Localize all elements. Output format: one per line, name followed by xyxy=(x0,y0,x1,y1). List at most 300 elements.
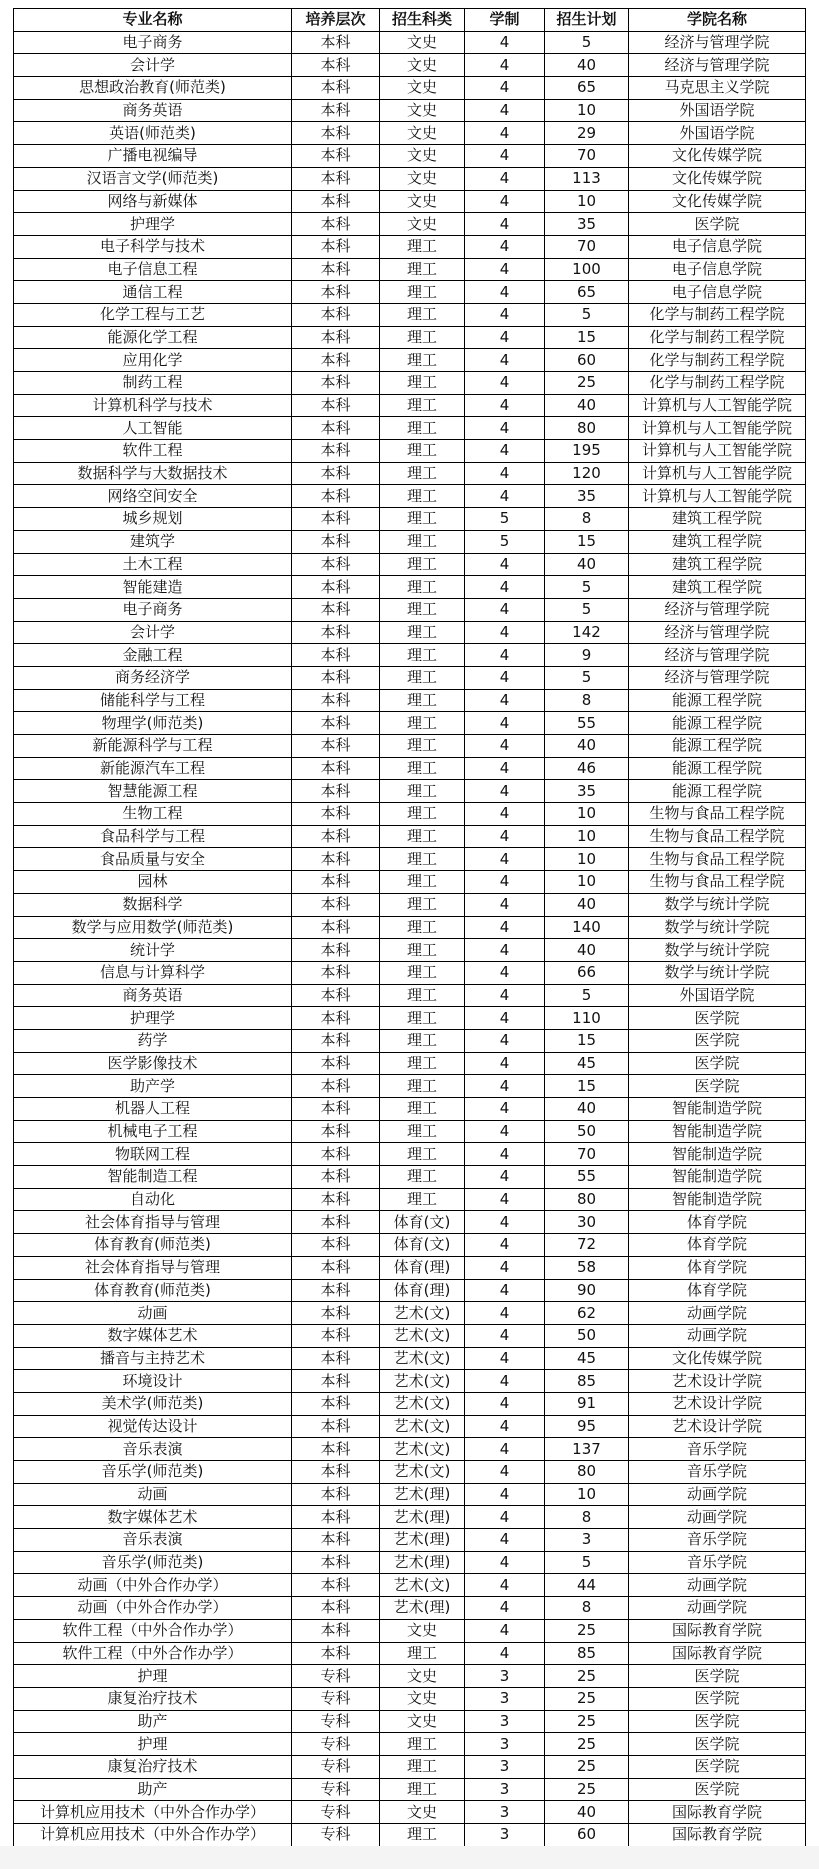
cell-duration: 4 xyxy=(465,803,545,826)
cell-education-level: 本科 xyxy=(292,508,380,531)
cell-enrollment-category: 文史 xyxy=(380,122,465,145)
table-row xyxy=(14,1483,806,1506)
cell-enrollment-category: 文史 xyxy=(380,54,465,77)
cell-education-level: 本科 xyxy=(292,961,380,984)
cell-enrollment-category: 理工 xyxy=(380,689,465,712)
cell-enrollment-plan: 50 xyxy=(545,1120,629,1143)
cell-duration: 4 xyxy=(465,712,545,735)
cell-enrollment-category: 文史 xyxy=(380,31,465,54)
cell-enrollment-plan: 62 xyxy=(545,1302,629,1325)
cell-enrollment-plan: 10 xyxy=(545,1483,629,1506)
cell-college-name: 体育学院 xyxy=(629,1279,806,1302)
cell-college-name: 文化传媒学院 xyxy=(629,145,806,168)
cell-duration: 4 xyxy=(465,1029,545,1052)
cell-enrollment-plan: 55 xyxy=(545,712,629,735)
cell-major-name: 网络与新媒体 xyxy=(14,190,292,213)
cell-enrollment-category: 体育(文) xyxy=(380,1234,465,1257)
header-college-name: 学院名称 xyxy=(629,9,806,32)
cell-enrollment-plan: 85 xyxy=(545,1642,629,1665)
cell-college-name: 能源工程学院 xyxy=(629,712,806,735)
cell-major-name: 社会体育指导与管理 xyxy=(14,1211,292,1234)
cell-college-name: 计算机与人工智能学院 xyxy=(629,462,806,485)
cell-education-level: 本科 xyxy=(292,1324,380,1347)
cell-enrollment-category: 艺术(文) xyxy=(380,1392,465,1415)
cell-major-name: 化学工程与工艺 xyxy=(14,303,292,326)
table-row xyxy=(14,1710,806,1733)
cell-college-name: 体育学院 xyxy=(629,1256,806,1279)
header-enrollment-plan: 招生计划 xyxy=(545,9,629,32)
cell-duration: 3 xyxy=(465,1710,545,1733)
cell-enrollment-plan: 80 xyxy=(545,1188,629,1211)
cell-duration: 4 xyxy=(465,417,545,440)
cell-major-name: 体育教育(师范类) xyxy=(14,1279,292,1302)
cell-duration: 4 xyxy=(465,825,545,848)
cell-major-name: 人工智能 xyxy=(14,417,292,440)
cell-duration: 3 xyxy=(465,1687,545,1710)
cell-major-name: 数据科学与大数据技术 xyxy=(14,462,292,485)
cell-enrollment-plan: 137 xyxy=(545,1438,629,1461)
cell-duration: 4 xyxy=(465,1098,545,1121)
cell-college-name: 经济与管理学院 xyxy=(629,598,806,621)
cell-education-level: 本科 xyxy=(292,1619,380,1642)
cell-enrollment-plan: 10 xyxy=(545,190,629,213)
cell-enrollment-category: 理工 xyxy=(380,871,465,894)
cell-duration: 4 xyxy=(465,462,545,485)
cell-duration: 4 xyxy=(465,281,545,304)
table-row xyxy=(14,190,806,213)
cell-college-name: 智能制造学院 xyxy=(629,1143,806,1166)
cell-college-name: 化学与制药工程学院 xyxy=(629,349,806,372)
cell-duration: 3 xyxy=(465,1755,545,1778)
cell-college-name: 音乐学院 xyxy=(629,1529,806,1552)
cell-enrollment-category: 理工 xyxy=(380,598,465,621)
cell-duration: 4 xyxy=(465,1551,545,1574)
cell-major-name: 动画 xyxy=(14,1302,292,1325)
cell-major-name: 药学 xyxy=(14,1029,292,1052)
cell-education-level: 本科 xyxy=(292,1029,380,1052)
cell-education-level: 本科 xyxy=(292,735,380,758)
cell-enrollment-category: 理工 xyxy=(380,916,465,939)
table-row xyxy=(14,1302,806,1325)
cell-college-name: 音乐学院 xyxy=(629,1438,806,1461)
cell-duration: 4 xyxy=(465,689,545,712)
cell-enrollment-category: 体育(文) xyxy=(380,1211,465,1234)
cell-enrollment-category: 理工 xyxy=(380,303,465,326)
table-row xyxy=(14,1597,806,1620)
cell-enrollment-category: 理工 xyxy=(380,939,465,962)
cell-major-name: 能源化学工程 xyxy=(14,326,292,349)
cell-college-name: 能源工程学院 xyxy=(629,689,806,712)
cell-major-name: 视觉传达设计 xyxy=(14,1415,292,1438)
cell-duration: 4 xyxy=(465,167,545,190)
cell-college-name: 化学与制药工程学院 xyxy=(629,372,806,395)
cell-duration: 5 xyxy=(465,508,545,531)
cell-college-name: 智能制造学院 xyxy=(629,1120,806,1143)
table-row xyxy=(14,122,806,145)
cell-major-name: 播音与主持艺术 xyxy=(14,1347,292,1370)
cell-college-name: 计算机与人工智能学院 xyxy=(629,440,806,463)
cell-major-name: 通信工程 xyxy=(14,281,292,304)
cell-college-name: 医学院 xyxy=(629,1710,806,1733)
cell-enrollment-category: 理工 xyxy=(380,326,465,349)
table-row xyxy=(14,1029,806,1052)
cell-duration: 4 xyxy=(465,961,545,984)
cell-duration: 4 xyxy=(465,190,545,213)
cell-duration: 4 xyxy=(465,735,545,758)
cell-duration: 4 xyxy=(465,1619,545,1642)
table-row xyxy=(14,1007,806,1030)
cell-enrollment-plan: 5 xyxy=(545,598,629,621)
table-row xyxy=(14,167,806,190)
cell-college-name: 建筑工程学院 xyxy=(629,530,806,553)
cell-duration: 4 xyxy=(465,394,545,417)
cell-education-level: 本科 xyxy=(292,440,380,463)
cell-education-level: 本科 xyxy=(292,1415,380,1438)
cell-education-level: 本科 xyxy=(292,417,380,440)
cell-major-name: 商务经济学 xyxy=(14,666,292,689)
table-row xyxy=(14,1574,806,1597)
cell-major-name: 园林 xyxy=(14,871,292,894)
cell-major-name: 音乐学(师范类) xyxy=(14,1461,292,1484)
table-row xyxy=(14,1665,806,1688)
table-row xyxy=(14,916,806,939)
cell-college-name: 动画学院 xyxy=(629,1483,806,1506)
cell-education-level: 本科 xyxy=(292,1302,380,1325)
cell-enrollment-category: 艺术(理) xyxy=(380,1597,465,1620)
table-row xyxy=(14,644,806,667)
cell-major-name: 医学影像技术 xyxy=(14,1052,292,1075)
cell-college-name: 生物与食品工程学院 xyxy=(629,848,806,871)
cell-enrollment-plan: 15 xyxy=(545,326,629,349)
cell-duration: 4 xyxy=(465,1642,545,1665)
table-row xyxy=(14,712,806,735)
cell-enrollment-plan: 65 xyxy=(545,77,629,100)
cell-education-level: 本科 xyxy=(292,54,380,77)
cell-education-level: 本科 xyxy=(292,689,380,712)
cell-duration: 4 xyxy=(465,1188,545,1211)
cell-college-name: 动画学院 xyxy=(629,1506,806,1529)
cell-education-level: 本科 xyxy=(292,303,380,326)
cell-major-name: 机械电子工程 xyxy=(14,1120,292,1143)
cell-enrollment-category: 理工 xyxy=(380,1120,465,1143)
cell-college-name: 艺术设计学院 xyxy=(629,1370,806,1393)
cell-education-level: 本科 xyxy=(292,530,380,553)
cell-enrollment-plan: 10 xyxy=(545,871,629,894)
cell-enrollment-category: 理工 xyxy=(380,417,465,440)
cell-major-name: 思想政治教育(师范类) xyxy=(14,77,292,100)
table-row xyxy=(14,1120,806,1143)
cell-major-name: 土木工程 xyxy=(14,553,292,576)
cell-major-name: 动画（中外合作办学） xyxy=(14,1574,292,1597)
cell-major-name: 音乐学(师范类) xyxy=(14,1551,292,1574)
cell-education-level: 本科 xyxy=(292,1483,380,1506)
cell-enrollment-plan: 5 xyxy=(545,984,629,1007)
cell-enrollment-category: 理工 xyxy=(380,485,465,508)
cell-enrollment-plan: 25 xyxy=(545,1778,629,1801)
cell-college-name: 国际教育学院 xyxy=(629,1619,806,1642)
cell-major-name: 环境设计 xyxy=(14,1370,292,1393)
cell-enrollment-plan: 60 xyxy=(545,1824,629,1847)
cell-duration: 3 xyxy=(465,1824,545,1847)
cell-enrollment-plan: 30 xyxy=(545,1211,629,1234)
cell-enrollment-category: 文史 xyxy=(380,190,465,213)
cell-duration: 4 xyxy=(465,1007,545,1030)
cell-enrollment-plan: 15 xyxy=(545,1075,629,1098)
cell-enrollment-plan: 70 xyxy=(545,1143,629,1166)
cell-enrollment-category: 理工 xyxy=(380,440,465,463)
cell-duration: 4 xyxy=(465,1052,545,1075)
cell-duration: 4 xyxy=(465,984,545,1007)
cell-college-name: 电子信息学院 xyxy=(629,281,806,304)
cell-enrollment-plan: 110 xyxy=(545,1007,629,1030)
table-row xyxy=(14,1075,806,1098)
cell-enrollment-plan: 44 xyxy=(545,1574,629,1597)
table-row xyxy=(14,1256,806,1279)
cell-duration: 4 xyxy=(465,485,545,508)
cell-enrollment-plan: 8 xyxy=(545,508,629,531)
cell-enrollment-category: 理工 xyxy=(380,508,465,531)
cell-college-name: 计算机与人工智能学院 xyxy=(629,485,806,508)
cell-duration: 4 xyxy=(465,122,545,145)
cell-education-level: 本科 xyxy=(292,145,380,168)
table-header-row xyxy=(14,9,806,32)
table-row xyxy=(14,235,806,258)
cell-enrollment-plan: 25 xyxy=(545,1687,629,1710)
cell-enrollment-plan: 40 xyxy=(545,1098,629,1121)
cell-duration: 4 xyxy=(465,1256,545,1279)
cell-enrollment-category: 艺术(文) xyxy=(380,1574,465,1597)
cell-enrollment-category: 理工 xyxy=(380,1075,465,1098)
cell-education-level: 本科 xyxy=(292,372,380,395)
cell-major-name: 建筑学 xyxy=(14,530,292,553)
cell-college-name: 能源工程学院 xyxy=(629,735,806,758)
cell-major-name: 制药工程 xyxy=(14,372,292,395)
cell-enrollment-category: 理工 xyxy=(380,712,465,735)
cell-duration: 4 xyxy=(465,1234,545,1257)
cell-duration: 4 xyxy=(465,1529,545,1552)
cell-college-name: 建筑工程学院 xyxy=(629,576,806,599)
table-row xyxy=(14,530,806,553)
cell-college-name: 经济与管理学院 xyxy=(629,644,806,667)
cell-education-level: 本科 xyxy=(292,1211,380,1234)
cell-enrollment-category: 理工 xyxy=(380,576,465,599)
cell-enrollment-category: 艺术(文) xyxy=(380,1415,465,1438)
table-row xyxy=(14,1347,806,1370)
cell-major-name: 商务英语 xyxy=(14,99,292,122)
cell-enrollment-plan: 35 xyxy=(545,213,629,236)
cell-major-name: 软件工程（中外合作办学） xyxy=(14,1642,292,1665)
table-row xyxy=(14,1370,806,1393)
table-row xyxy=(14,666,806,689)
cell-enrollment-plan: 80 xyxy=(545,1461,629,1484)
cell-education-level: 本科 xyxy=(292,1256,380,1279)
cell-enrollment-category: 理工 xyxy=(380,281,465,304)
cell-college-name: 艺术设计学院 xyxy=(629,1415,806,1438)
cell-education-level: 本科 xyxy=(292,644,380,667)
cell-college-name: 国际教育学院 xyxy=(629,1801,806,1824)
cell-enrollment-category: 文史 xyxy=(380,1687,465,1710)
cell-major-name: 体育教育(师范类) xyxy=(14,1234,292,1257)
cell-education-level: 本科 xyxy=(292,1166,380,1189)
cell-education-level: 本科 xyxy=(292,598,380,621)
cell-duration: 4 xyxy=(465,1166,545,1189)
cell-major-name: 会计学 xyxy=(14,621,292,644)
cell-major-name: 护理学 xyxy=(14,213,292,236)
cell-enrollment-plan: 15 xyxy=(545,530,629,553)
cell-enrollment-plan: 40 xyxy=(545,1801,629,1824)
cell-enrollment-plan: 91 xyxy=(545,1392,629,1415)
cell-major-name: 助产 xyxy=(14,1710,292,1733)
cell-education-level: 本科 xyxy=(292,1597,380,1620)
cell-education-level: 本科 xyxy=(292,576,380,599)
cell-education-level: 专科 xyxy=(292,1755,380,1778)
cell-duration: 3 xyxy=(465,1665,545,1688)
cell-enrollment-category: 理工 xyxy=(380,848,465,871)
cell-education-level: 本科 xyxy=(292,553,380,576)
cell-enrollment-plan: 25 xyxy=(545,1665,629,1688)
cell-duration: 4 xyxy=(465,1461,545,1484)
cell-major-name: 智能建造 xyxy=(14,576,292,599)
header-enrollment-category: 招生科类 xyxy=(380,9,465,32)
cell-college-name: 体育学院 xyxy=(629,1211,806,1234)
cell-enrollment-plan: 29 xyxy=(545,122,629,145)
cell-enrollment-plan: 25 xyxy=(545,1733,629,1756)
cell-major-name: 计算机应用技术（中外合作办学） xyxy=(14,1801,292,1824)
cell-enrollment-category: 文史 xyxy=(380,1710,465,1733)
table-row xyxy=(14,1166,806,1189)
cell-enrollment-category: 艺术(文) xyxy=(380,1347,465,1370)
cell-education-level: 本科 xyxy=(292,1007,380,1030)
cell-enrollment-category: 理工 xyxy=(380,394,465,417)
cell-enrollment-plan: 5 xyxy=(545,31,629,54)
cell-major-name: 康复治疗技术 xyxy=(14,1755,292,1778)
cell-enrollment-plan: 8 xyxy=(545,1597,629,1620)
cell-enrollment-plan: 70 xyxy=(545,145,629,168)
cell-major-name: 动画 xyxy=(14,1483,292,1506)
cell-enrollment-plan: 100 xyxy=(545,258,629,281)
cell-major-name: 应用化学 xyxy=(14,349,292,372)
cell-duration: 4 xyxy=(465,1506,545,1529)
cell-enrollment-plan: 10 xyxy=(545,825,629,848)
cell-major-name: 动画（中外合作办学） xyxy=(14,1597,292,1620)
cell-education-level: 本科 xyxy=(292,122,380,145)
cell-duration: 4 xyxy=(465,1143,545,1166)
cell-duration: 4 xyxy=(465,1392,545,1415)
cell-enrollment-plan: 10 xyxy=(545,803,629,826)
table-row xyxy=(14,1438,806,1461)
cell-college-name: 建筑工程学院 xyxy=(629,553,806,576)
cell-duration: 4 xyxy=(465,372,545,395)
cell-college-name: 医学院 xyxy=(629,1665,806,1688)
cell-enrollment-category: 理工 xyxy=(380,553,465,576)
cell-major-name: 电子商务 xyxy=(14,31,292,54)
cell-enrollment-category: 理工 xyxy=(380,644,465,667)
enrollment-table-container xyxy=(13,8,806,1847)
cell-college-name: 经济与管理学院 xyxy=(629,621,806,644)
cell-enrollment-category: 理工 xyxy=(380,1098,465,1121)
cell-enrollment-category: 理工 xyxy=(380,1052,465,1075)
cell-enrollment-category: 理工 xyxy=(380,1778,465,1801)
cell-enrollment-plan: 8 xyxy=(545,689,629,712)
table-row xyxy=(14,780,806,803)
cell-enrollment-category: 文史 xyxy=(380,145,465,168)
cell-duration: 4 xyxy=(465,326,545,349)
cell-college-name: 医学院 xyxy=(629,1778,806,1801)
cell-enrollment-plan: 50 xyxy=(545,1324,629,1347)
table-row xyxy=(14,893,806,916)
cell-duration: 3 xyxy=(465,1733,545,1756)
cell-enrollment-plan: 9 xyxy=(545,644,629,667)
cell-education-level: 本科 xyxy=(292,1188,380,1211)
cell-duration: 4 xyxy=(465,1347,545,1370)
cell-enrollment-category: 理工 xyxy=(380,1143,465,1166)
cell-college-name: 生物与食品工程学院 xyxy=(629,871,806,894)
cell-enrollment-category: 理工 xyxy=(380,1166,465,1189)
cell-major-name: 计算机科学与技术 xyxy=(14,394,292,417)
cell-enrollment-category: 理工 xyxy=(380,1733,465,1756)
table-row xyxy=(14,326,806,349)
cell-duration: 4 xyxy=(465,1302,545,1325)
cell-college-name: 医学院 xyxy=(629,1007,806,1030)
cell-enrollment-plan: 113 xyxy=(545,167,629,190)
cell-college-name: 建筑工程学院 xyxy=(629,508,806,531)
cell-college-name: 经济与管理学院 xyxy=(629,31,806,54)
cell-enrollment-plan: 65 xyxy=(545,281,629,304)
table-row xyxy=(14,848,806,871)
header-education-level: 培养层次 xyxy=(292,9,380,32)
cell-enrollment-plan: 25 xyxy=(545,372,629,395)
cell-major-name: 电子商务 xyxy=(14,598,292,621)
cell-education-level: 本科 xyxy=(292,780,380,803)
cell-duration: 4 xyxy=(465,1279,545,1302)
cell-enrollment-category: 艺术(文) xyxy=(380,1461,465,1484)
cell-enrollment-category: 体育(理) xyxy=(380,1279,465,1302)
cell-college-name: 文化传媒学院 xyxy=(629,167,806,190)
cell-enrollment-category: 理工 xyxy=(380,735,465,758)
table-row xyxy=(14,1143,806,1166)
page-bottom-band xyxy=(0,1846,819,1869)
cell-college-name: 文化传媒学院 xyxy=(629,1347,806,1370)
cell-enrollment-plan: 70 xyxy=(545,235,629,258)
cell-enrollment-category: 理工 xyxy=(380,621,465,644)
cell-major-name: 助产学 xyxy=(14,1075,292,1098)
cell-major-name: 数学与应用数学(师范类) xyxy=(14,916,292,939)
cell-duration: 4 xyxy=(465,939,545,962)
cell-college-name: 计算机与人工智能学院 xyxy=(629,417,806,440)
table-row xyxy=(14,1801,806,1824)
cell-education-level: 本科 xyxy=(292,1642,380,1665)
cell-duration: 4 xyxy=(465,893,545,916)
cell-college-name: 文化传媒学院 xyxy=(629,190,806,213)
cell-major-name: 计算机应用技术（中外合作办学） xyxy=(14,1824,292,1847)
cell-enrollment-category: 理工 xyxy=(380,235,465,258)
cell-education-level: 本科 xyxy=(292,825,380,848)
cell-education-level: 本科 xyxy=(292,281,380,304)
cell-enrollment-plan: 5 xyxy=(545,1551,629,1574)
cell-enrollment-category: 理工 xyxy=(380,757,465,780)
table-row xyxy=(14,77,806,100)
cell-enrollment-category: 文史 xyxy=(380,167,465,190)
cell-enrollment-category: 理工 xyxy=(380,780,465,803)
cell-enrollment-category: 文史 xyxy=(380,213,465,236)
cell-education-level: 本科 xyxy=(292,235,380,258)
cell-enrollment-plan: 25 xyxy=(545,1755,629,1778)
cell-education-level: 本科 xyxy=(292,1120,380,1143)
cell-education-level: 本科 xyxy=(292,1234,380,1257)
cell-college-name: 计算机与人工智能学院 xyxy=(629,394,806,417)
cell-enrollment-category: 理工 xyxy=(380,803,465,826)
table-row xyxy=(14,1098,806,1121)
